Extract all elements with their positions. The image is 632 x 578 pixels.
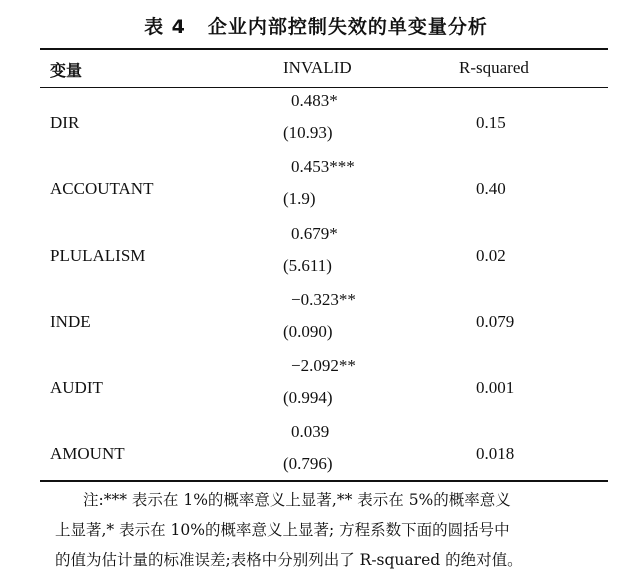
coefficient: 0.453*** (291, 157, 355, 176)
rsquared-value: 0.15 (476, 113, 506, 132)
table-row (0, 157, 632, 223)
rsquared-value: 0.018 (476, 444, 515, 463)
header-rsquared: R-squared (459, 58, 529, 77)
header-variable: 变量 (50, 61, 83, 80)
variable-name: PLULALISM (50, 246, 146, 265)
coefficient: −0.323** (291, 290, 356, 309)
variable-name: AMOUNT (50, 444, 125, 463)
coefficient: 0.679* (291, 224, 338, 243)
standard-error: (0.994) (283, 388, 333, 407)
note-line-1: 注:*** 表示在 1%的概率意义上显著,** 表示在 5%的概率意义 (83, 491, 511, 509)
standard-error: (5.611) (283, 256, 332, 275)
table-title (0, 12, 632, 39)
table-row (0, 224, 632, 290)
coefficient: 0.483* (291, 91, 338, 110)
table-title-text: 企业内部控制失效的单变量分析 (207, 16, 488, 38)
note-line-3: 的值为估计量的标准误差;表格中分别列出了 R-squared 的绝对值。 (55, 551, 523, 569)
standard-error: (0.796) (283, 454, 333, 473)
standard-error: (0.090) (283, 322, 333, 341)
rsquared-value: 0.40 (476, 179, 506, 198)
table-note (55, 485, 615, 575)
standard-error: (10.93) (283, 123, 333, 142)
header-rule (40, 87, 608, 88)
table-row (0, 422, 632, 488)
table-row (0, 290, 632, 356)
table-row (0, 91, 632, 157)
variable-name: AUDIT (50, 378, 103, 397)
top-rule (40, 48, 608, 50)
rsquared-value: 0.02 (476, 246, 506, 265)
table-number: 表 4 (144, 16, 186, 38)
variable-name: ACCOUTANT (50, 179, 154, 198)
note-line-2: 上显著,* 表示在 10%的概率意义上显著; 方程系数下面的圆括号中 (55, 521, 510, 539)
table-row (0, 356, 632, 422)
rsquared-value: 0.001 (476, 378, 515, 397)
variable-name: INDE (50, 312, 91, 331)
bottom-rule (40, 480, 608, 482)
variable-name: DIR (50, 113, 80, 132)
standard-error: (1.9) (283, 189, 316, 208)
coefficient: 0.039 (291, 422, 330, 441)
coefficient: −2.092** (291, 356, 356, 375)
header-invalid: INVALID (283, 58, 352, 77)
rsquared-value: 0.079 (476, 312, 515, 331)
